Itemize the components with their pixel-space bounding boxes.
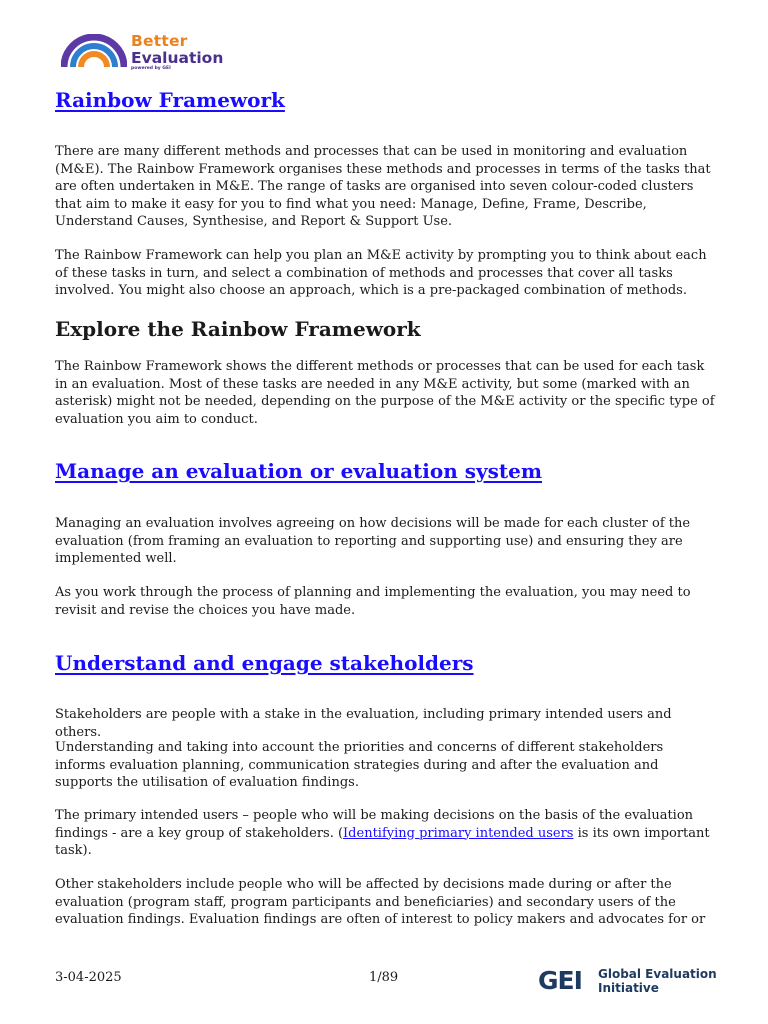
logo-text-better: Better [131, 32, 188, 50]
paragraph-stakeholders-3 [55, 807, 715, 860]
logo-text-powered: powered by GEI [131, 66, 171, 71]
gei-logo-line1: Global Evaluation [598, 967, 717, 981]
heading-explore: Explore the Rainbow Framework [55, 317, 421, 341]
gei-logo-line2: Initiative [598, 981, 659, 995]
paragraph-rainbow-1: There are many different methods and processes that can be used in monitoring and evaluation (M&E). The Rainbow Framework organises these methods and processes in terms of the tasks that are often undertaken in M&E. The range of tasks are organised into seven colour-coded clusters that aim to make it easy for you to find what you need: Manage, Define, Frame, Describe, Understand Causes, Synthesise, and Report & Support Use. [55, 144, 711, 230]
paragraph-rainbow-2: The Rainbow Framework can help you plan an M&E activity by prompting you to think about each of these tasks in turn, and select a combination of methods and processes that cover all tasks involved. You might also choose an approach, which is a pre-packaged combination of methods. [55, 248, 707, 299]
paragraph-explore-1: The Rainbow Framework shows the different methods or processes that can be used for each task in an evaluation. Most of these tasks are needed in any M&E activity, but some (marked with an asterisk) might not be needed, depending on the purpose of the M&E activity or the specific type of evaluation you aim to conduct. [55, 359, 715, 427]
paragraph-stakeholders-3-before: The primary intended users – people who will be making decisions on the basis of the evaluation findings - are a key group of stakeholders. ( [55, 808, 694, 841]
paragraph-stakeholders-2: Understanding and taking into account the priorities and concerns of different stakeholders informs evaluation planning, communication strategies during and after the evaluation and supports the utilisation of evaluation findings. [55, 740, 664, 791]
gei-logo[interactable] [538, 964, 718, 998]
better-evaluation-logo[interactable] [61, 34, 231, 76]
heading-stakeholders[interactable]: Understand and engage stakeholders [55, 651, 474, 675]
logo-text-evaluation: Evaluation [131, 48, 224, 67]
footer-page-number: 1/89 [369, 970, 399, 985]
paragraph-manage-1: Managing an evaluation involves agreeing on how decisions will be made for each cluster of the evaluation (from framing an evaluation to reporting and supporting use) and ensuring they are implemented well. [55, 516, 691, 567]
paragraph-stakeholders-1: Stakeholders are people with a stake in the evaluation, including primary intended users and others. [55, 707, 672, 740]
heading-rainbow-framework[interactable]: Rainbow Framework [55, 88, 285, 112]
paragraph-stakeholders-3-after: is its own important task). [55, 825, 710, 859]
heading-manage[interactable]: Manage an evaluation or evaluation system [55, 459, 543, 483]
rainbow-logo-icon [61, 34, 127, 68]
gei-logo-mark: GEI [538, 966, 582, 995]
link-identifying-primary-intended-users[interactable]: Identifying primary intended users [343, 825, 574, 841]
footer-date: 3-04-2025 [55, 970, 122, 985]
paragraph-manage-2: As you work through the process of planning and implementing the evaluation, you may need to revisit and revise the choices you have made. [55, 585, 691, 618]
paragraph-stakeholders-4: Other stakeholders include people who will be affected by decisions made during or after the evaluation (program staff, program participants and beneficiaries) and secondary users of the evaluation findings. Evaluation findings are often of interest to policy makers and advocates for or [55, 877, 706, 928]
